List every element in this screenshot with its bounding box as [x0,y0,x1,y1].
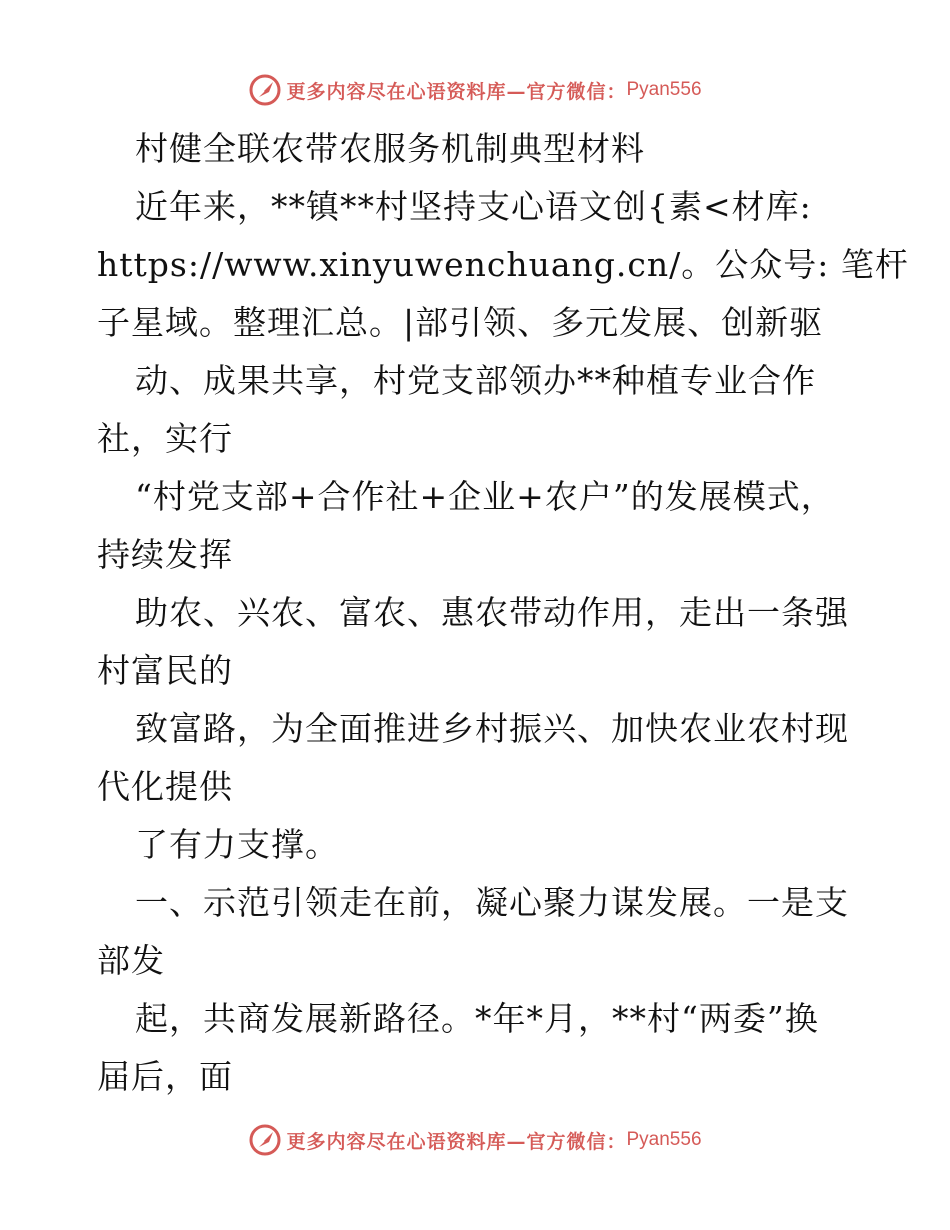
text-line: https://www.xinyuwenchuang.cn/。公众号: 笔杆 [97,245,909,284]
text-line: 了有力支撑。 [135,825,339,864]
document-body [97,120,917,1106]
text-line: 代化提供 [97,767,233,806]
text-line: 致富路，为全面推进乡村振兴、加快农业农村现 [135,709,849,748]
header-banner [0,68,950,112]
footer-banner [0,1118,950,1162]
section-heading-line: 一、示范引领走在前，凝心聚力谋发展。一是支 [135,883,849,922]
banner-text: 更多内容尽在心语资料库—官方微信： [286,80,627,103]
quill-circle-logo-icon [248,73,282,107]
text-line: 动、成果共享，村党支部领办**种植专业合作 [135,361,816,400]
quill-circle-logo-icon [248,1123,282,1157]
text-line: 起，共商发展新路径。*年*月，**村“两委”换 [135,999,819,1038]
banner-wechat-id: Pyan556 [626,1129,702,1150]
text-line: 社，实行 [97,419,233,458]
text-line: 届后，面 [97,1057,233,1096]
text-line: 子星域。整理汇总。|部引领、多元发展、创新驱 [97,303,824,342]
text-line: 近年来，**镇**村坚持支心语文创{素<材库: [135,187,812,226]
document-title: 村健全联农带农服务机制典型材料 [135,129,645,168]
banner-wechat-id: Pyan556 [626,79,702,100]
text-line: “村党支部+合作社+企业+农户”的发展模式， [135,477,835,516]
text-line: 持续发挥 [97,535,233,574]
text-line: 助农、兴农、富农、惠农带动作用，走出一条强 [135,593,849,632]
text-line: 村富民的 [97,651,233,690]
text-line: 部发 [97,941,165,980]
banner-text: 更多内容尽在心语资料库—官方微信： [286,1130,627,1153]
